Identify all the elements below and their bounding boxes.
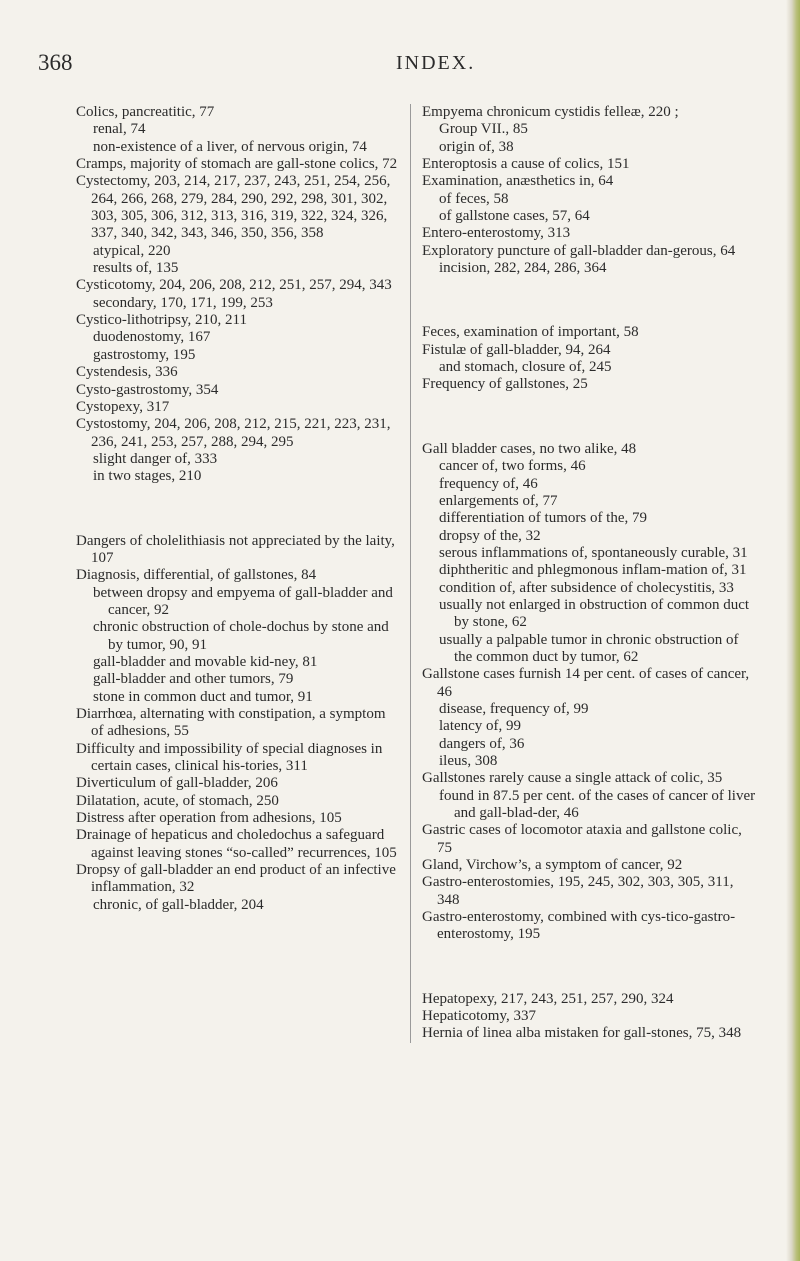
index-entry: Gastro-enterostomy, combined with cys-tico-gastro-enterostomy, 195: [422, 909, 736, 943]
index-entry: Gall bladder cases, no two alike, 48: [422, 440, 637, 457]
index-subentry: between dropsy and empyema of gall-bladder and cancer, 92: [93, 584, 393, 618]
section-gap: [76, 501, 398, 518]
index-entry: Cystectomy, 203, 214, 217, 237, 243, 251, 254, 256, 264, 266, 268, 279, 284, 290, 292, 298, 301, 302, 303, 305, 306, 312, 313, 316, 319, 322, 324, 326, 337, 340, 342, 343, 346, 350, 356, 358: [76, 173, 391, 242]
index-subentry: in two stages, 210: [93, 468, 202, 485]
index-subentry: duodenostomy, 167: [93, 329, 211, 346]
index-subentry: frequency of, 46: [439, 475, 538, 492]
section-gap: [422, 959, 758, 976]
index-entry: Dangers of cholelithiasis not appreciated by the laity, 107: [76, 532, 395, 566]
index-entry: Cystopexy, 317: [76, 398, 170, 415]
index-subentry: stone in common duct and tumor, 91: [93, 688, 313, 705]
index-subentry: usually not enlarged in obstruction of common duct by stone, 62: [439, 596, 750, 631]
index-entry: Cystendesis, 336: [76, 364, 178, 381]
index-entry: Exploratory puncture of gall-bladder dan-gerous, 64: [422, 242, 736, 259]
index-subentry: disease, frequency of, 99: [439, 700, 589, 717]
index-subentry: Group VII., 85: [439, 121, 528, 138]
index-subentry: dangers of, 36: [439, 735, 525, 752]
page-edge: [786, 0, 800, 1261]
page-number: 368: [38, 50, 73, 75]
index-entry: Entero-enterostomy, 313: [422, 225, 571, 242]
index-entry: Colics, pancreatitic, 77: [76, 104, 215, 120]
index-subentry: gastrostomy, 195: [93, 346, 196, 363]
index-entry: Gland, Virchow’s, a symptom of cancer, 92: [422, 857, 683, 874]
index-entry: Cysticotomy, 204, 206, 208, 212, 251, 257, 294, 343: [76, 277, 392, 294]
index-subentry: gall-bladder and movable kid-ney, 81: [93, 653, 318, 670]
index-entry: Enteroptosis a cause of colics, 151: [422, 156, 630, 173]
index-subentry: secondary, 170, 171, 199, 253: [93, 294, 273, 311]
index-entry: Gallstone cases furnish 14 per cent. of cases of cancer, 46: [422, 666, 750, 700]
index-entry: Dilatation, acute, of stomach, 250: [76, 792, 279, 809]
index-subentry: atypical, 220: [93, 242, 171, 259]
index-entry: Diagnosis, differential, of gallstones, 84: [76, 567, 317, 584]
index-subentry: chronic, of gall-bladder, 204: [93, 896, 264, 913]
index-subentry: gall-bladder and other tumors, 79: [93, 671, 294, 688]
index-subentry: serous inflammations of, spontaneously curable, 31: [439, 544, 748, 561]
index-entry: Cystico-lithotripsy, 210, 211: [76, 312, 247, 329]
index-entry: Hepaticotomy, 337: [422, 1008, 537, 1025]
index-entry: Hernia of linea alba mistaken for gall-stones, 75, 348: [422, 1025, 742, 1042]
index-entry: Gallstones rarely cause a single attack of colic, 35: [422, 770, 723, 787]
index-subentry: enlargements of, 77: [439, 492, 558, 509]
index-entry: Fistulæ of gall-bladder, 94, 264: [422, 341, 611, 358]
index-column-left: [76, 104, 398, 914]
index-subentry: chronic obstruction of chole-dochus by stone and by tumor, 90, 91: [93, 619, 389, 653]
index-entry: Examination, anæsthetics in, 64: [422, 173, 614, 190]
index-entry: Dropsy of gall-bladder an end product of an infective inflammation, 32: [76, 862, 396, 896]
index-subentry: dropsy of the, 32: [439, 527, 541, 544]
index-subentry: diphtheritic and phlegmonous inflam-mation of, 31: [439, 562, 747, 579]
page-header: [38, 50, 758, 82]
index-entry: Gastro-enterostomies, 195, 245, 302, 303, 305, 311, 348: [422, 874, 734, 908]
index-subentry: incision, 282, 284, 286, 364: [439, 260, 607, 277]
index-entry: Drainage of hepaticus and choledochus a safeguard against leaving stones “so-called” recurrences, 105: [76, 827, 397, 861]
index-subentry: of feces, 58: [439, 190, 509, 207]
index-entry: Cramps, majority of stomach are gall-stone colics, 72: [76, 156, 398, 173]
index-subentry: usually a palpable tumor in chronic obstruction of the common duct by tumor, 62: [439, 631, 739, 665]
index-entry: Hepatopexy, 217, 243, 251, 257, 290, 324: [422, 990, 674, 1007]
index-subentry: of gallstone cases, 57, 64: [439, 208, 590, 225]
section-gap: [422, 409, 758, 426]
index-entry: Cysto-gastrostomy, 354: [76, 381, 219, 398]
index-subentry: renal, 74: [93, 121, 146, 138]
index-column-right: [410, 104, 758, 1043]
index-subentry: and stomach, closure of, 245: [439, 359, 612, 376]
index-entry: Feces, examination of important, 58: [422, 324, 639, 341]
index-subentry: condition of, after subsidence of cholecystitis, 33: [439, 579, 734, 596]
index-entry: Empyema chronicum cystidis felleæ, 220 ;: [422, 104, 679, 120]
running-title: INDEX.: [396, 52, 476, 74]
index-entry: Diarrhœa, alternating with constipation, a symptom of adhesions, 55: [76, 706, 386, 740]
index-subentry: differentiation of tumors of the, 79: [439, 510, 648, 527]
index-subentry: non-existence of a liver, of nervous origin, 74: [93, 138, 367, 155]
index-subentry: slight danger of, 333: [93, 450, 218, 467]
index-entry: Frequency of gallstones, 25: [422, 376, 588, 393]
index-subentry: ileus, 308: [439, 753, 498, 769]
index-entry: Diverticulum of gall-bladder, 206: [76, 775, 278, 792]
index-subentry: found in 87.5 per cent. of the cases of cancer of liver and gall-blad-der, 46: [439, 787, 756, 822]
index-entry: Cystostomy, 204, 206, 208, 212, 215, 221, 223, 231, 236, 241, 253, 257, 288, 294, 295: [76, 416, 391, 450]
index-subentry: latency of, 99: [439, 718, 522, 735]
section-gap: [422, 292, 758, 309]
index-entry: Gastric cases of locomotor ataxia and gallstone colic, 75: [422, 822, 742, 856]
index-entry: Distress after operation from adhesions, 105: [76, 810, 342, 827]
index-entry: Difficulty and impossibility of special diagnoses in certain cases, clinical his-tories, 311: [76, 740, 383, 775]
index-subentry: origin of, 38: [439, 138, 514, 155]
index-subentry: results of, 135: [93, 260, 179, 277]
index-subentry: cancer of, two forms, 46: [439, 458, 586, 475]
